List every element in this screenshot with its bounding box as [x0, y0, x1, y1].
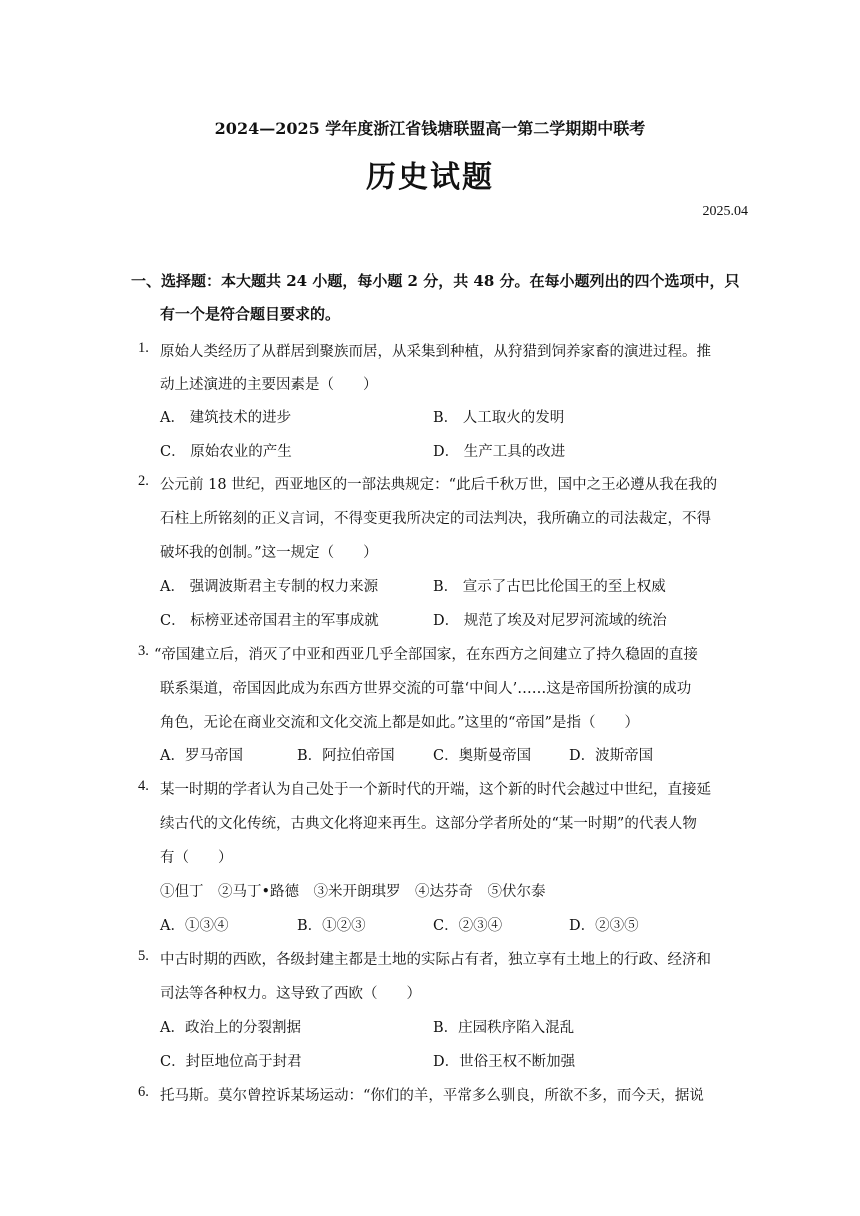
question-number: 2.	[138, 473, 149, 489]
question-text: 破坏我的创制。”这一规定（ ）	[160, 545, 378, 561]
option-a: A．罗马帝国	[160, 748, 243, 764]
question-number: 6.	[138, 1084, 149, 1100]
question-text: 原始人类经历了从群居到聚族而居，从采集到种植，从狩猎到饲养家畜的演进过程。推	[160, 344, 711, 360]
option-b: B．①②③	[297, 918, 366, 934]
exam-header: 2024—2025 学年度浙江省钱塘联盟高一第二学期期中联考	[214, 119, 646, 138]
option-a: A． 强调波斯君主专制的权力来源	[160, 579, 379, 595]
question-text: 联系渠道，帝国因此成为东西方世界交流的可靠‘中间人’……这是帝国所扮演的成功	[160, 681, 692, 697]
question-text: 中古时期的西欧，各级封建主都是土地的实际占有者，独立享有土地上的行政、经济和	[160, 952, 711, 968]
option-d: D．世俗王权不断加强	[433, 1054, 576, 1070]
section-heading-line1: 一、选择题：本大题共 24 小题，每小题 2 分，共 48 分。在每小题列出的四个选项中，只	[131, 272, 740, 290]
exam-date: 2025.04	[702, 204, 748, 219]
question-number: 3.	[138, 643, 149, 659]
option-c: C．封臣地位高于封君	[160, 1054, 302, 1070]
question-text: 司法等各种权力。这导致了西欧（ ）	[160, 986, 421, 1002]
option-d: D．②③⑤	[569, 918, 639, 934]
option-c: C． 标榜亚述帝国君主的军事成就	[160, 613, 379, 629]
question-text: 角色，无论在商业交流和文化交流上都是如此。”这里的“帝国”是指（ ）	[160, 715, 639, 731]
option-c: C． 原始农业的产生	[160, 444, 292, 460]
option-b: B．庄园秩序陷入混乱	[433, 1020, 575, 1036]
page-title: 历史试题	[366, 160, 494, 195]
option-b: B． 宣示了古巴比伦国王的至上权威	[433, 579, 666, 595]
question-text: 公元前 18 世纪，西亚地区的一部法典规定：“此后千秋万世，国中之王必遵从我在我的	[160, 477, 718, 493]
question-text: 有（ ）	[160, 850, 233, 866]
option-d: D． 规范了埃及对尼罗河流域的统治	[433, 613, 667, 629]
question-text: 某一时期的学者认为自己处于一个新时代的开端，这个新的时代会越过中世纪，直接延	[160, 782, 711, 798]
option-a: A．政治上的分裂割据	[160, 1020, 301, 1036]
section-heading-line2: 有一个是符合题目要求的。	[160, 305, 341, 323]
option-b: B．阿拉伯帝国	[297, 748, 395, 764]
option-a: A． 建筑技术的进步	[160, 410, 292, 426]
question-text: 石柱上所铭刻的正义言词，不得变更我所决定的司法判决，我所确立的司法裁定，不得	[160, 511, 711, 527]
option-d: D．波斯帝国	[569, 748, 654, 764]
question-number: 1.	[138, 340, 149, 356]
question-items: ①但丁 ②马丁•路德 ③米开朗琪罗 ④达芬奇 ⑤伏尔泰	[160, 884, 546, 900]
question-text: 续古代的文化传统，古典文化将迎来再生。这部分学者所处的“某一时期”的代表人物	[160, 816, 697, 832]
option-c: C．②③④	[433, 918, 503, 934]
option-d: D． 生产工具的改进	[433, 444, 566, 460]
option-b: B． 人工取火的发明	[433, 410, 565, 426]
question-text: 托马斯。莫尔曾控诉某场运动：“你们的羊，平常多么驯良，所欲不多，而今天，据说	[160, 1088, 704, 1104]
question-text: “帝国建立后，消灭了中亚和西亚几乎全部国家，在东西方之间建立了持久稳固的直接	[154, 647, 698, 663]
option-c: C．奥斯曼帝国	[433, 748, 532, 764]
question-number: 4.	[138, 778, 149, 794]
option-a: A．①③④	[160, 918, 229, 934]
question-text: 动上述演进的主要因素是（ ）	[160, 377, 378, 393]
question-number: 5.	[138, 948, 149, 964]
